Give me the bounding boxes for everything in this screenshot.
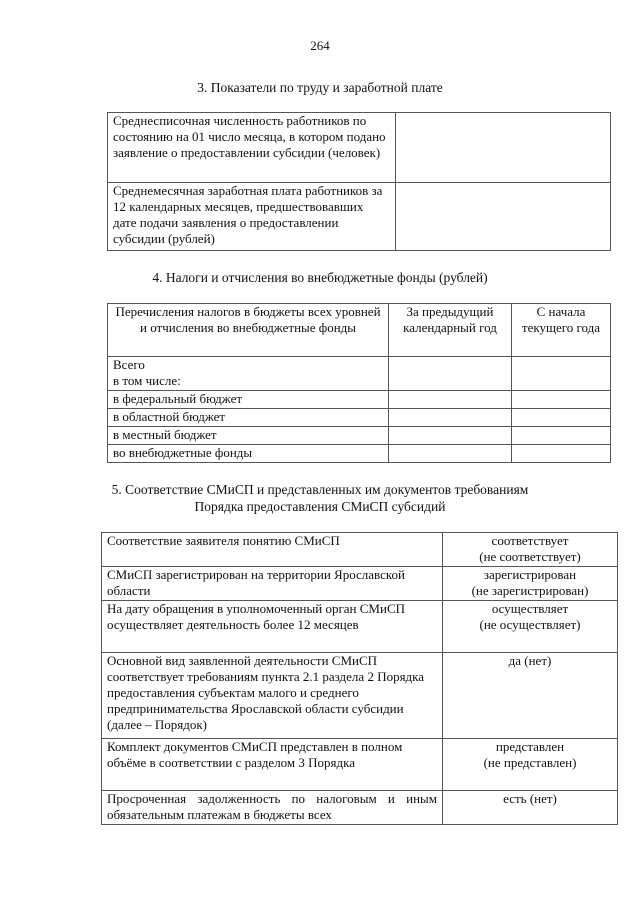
table-row	[108, 427, 611, 445]
table-cell-label: Просроченная задолженность по налоговым и иным обязательным платежам в бюджеты всех	[102, 791, 443, 825]
table-cell-current	[512, 427, 611, 445]
table-cell-value	[443, 739, 618, 791]
table-cell-label: в областной бюджет	[108, 409, 389, 427]
table-cell-value	[443, 601, 618, 653]
table-cell-label: Комплект документов СМиСП представлен в полном объёме в соответствии с разделом 3 Порядка	[102, 739, 443, 791]
table-cell-value	[443, 567, 618, 601]
column-header: С начала текущего года	[512, 304, 611, 357]
taxes-table	[107, 303, 611, 463]
table-row	[108, 357, 611, 391]
section-4-title: 4. Налоги и отчисления во внебюджетные фонды (рублей)	[152, 270, 488, 285]
table-cell-current	[512, 391, 611, 409]
value-alternative: (не соответствует)	[479, 549, 581, 564]
table-cell-current	[512, 409, 611, 427]
table-cell-label: Основной вид заявленной деятельности СМиСП соответствует требованиям пункта 2.1 раздела 2 Порядка предоставления субъектам малого и среднего предпринимательства Ярославской области субсидии (далее – Порядок)	[102, 653, 443, 739]
column-header: Перечисления налогов в бюджеты всех уровней и отчисления во внебюджетные фонды	[108, 304, 389, 357]
table-cell-label	[108, 357, 389, 391]
table-cell-label: Среднесписочная численность работников по состоянию на 01 число месяца, в котором подано заявление о предоставлении субсидии (человек)	[108, 113, 396, 183]
value-option: зарегистрирован	[483, 567, 577, 582]
value-option: есть (нет)	[503, 791, 557, 806]
section-5-title-line-1: 5. Соответствие СМиСП и представленных им документов требованиям	[111, 482, 529, 497]
page-number: 264	[310, 38, 330, 53]
value-option: да (нет)	[508, 653, 552, 668]
table-cell-label: в местный бюджет	[108, 427, 389, 445]
table-cell-value	[396, 113, 611, 183]
value-alternative: (не осуществляет)	[479, 617, 581, 632]
table-cell-value	[443, 653, 618, 739]
table-row	[108, 113, 611, 183]
table-cell-prev	[389, 391, 512, 409]
table-row	[102, 567, 618, 601]
table-cell-prev	[389, 427, 512, 445]
column-header: За предыдущий календарный год	[389, 304, 512, 357]
table-cell-current	[512, 445, 611, 463]
table-cell-label: Соответствие заявителя понятию СМиСП	[102, 533, 443, 567]
table-row	[108, 409, 611, 427]
value-option: осуществляет	[491, 601, 569, 616]
table-row	[108, 391, 611, 409]
table-cell-value	[396, 183, 611, 251]
table-cell-label: во внебюджетные фонды	[108, 445, 389, 463]
section-5-title-line-2: Порядка предоставления СМиСП субсидий	[194, 499, 446, 514]
section-3-title: 3. Показатели по труду и заработной плате	[197, 80, 443, 95]
table-row	[102, 739, 618, 791]
table-cell-label: СМиСП зарегистрирован на территории Ярославской области	[102, 567, 443, 601]
table-row	[102, 533, 618, 567]
value-option: представлен	[495, 739, 565, 754]
table-cell-value	[443, 533, 618, 567]
table-cell-prev	[389, 445, 512, 463]
table-cell-label: в федеральный бюджет	[108, 391, 389, 409]
table-row	[108, 445, 611, 463]
total-label: Всего	[113, 357, 145, 372]
including-label: в том числе:	[113, 373, 181, 388]
table-cell-label: Среднемесячная заработная плата работников за 12 календарных месяцев, предшествовавших дате подачи заявления о предоставлении субсидии (рублей)	[108, 183, 396, 251]
value-option: соответствует	[491, 533, 569, 548]
table-cell-current	[512, 357, 611, 391]
table-cell-value	[443, 791, 618, 825]
table-row	[102, 791, 618, 825]
value-alternative: (не представлен)	[483, 755, 577, 770]
table-row	[102, 653, 618, 739]
table-cell-label: На дату обращения в уполномоченный орган СМиСП осуществляет деятельность более 12 месяцев	[102, 601, 443, 653]
value-alternative: (не зарегистрирован)	[471, 583, 589, 598]
compliance-table	[101, 532, 618, 825]
table-header-row	[108, 304, 611, 357]
table-cell-prev	[389, 409, 512, 427]
table-row	[108, 183, 611, 251]
labor-table	[107, 112, 611, 251]
table-row	[102, 601, 618, 653]
table-cell-prev	[389, 357, 512, 391]
